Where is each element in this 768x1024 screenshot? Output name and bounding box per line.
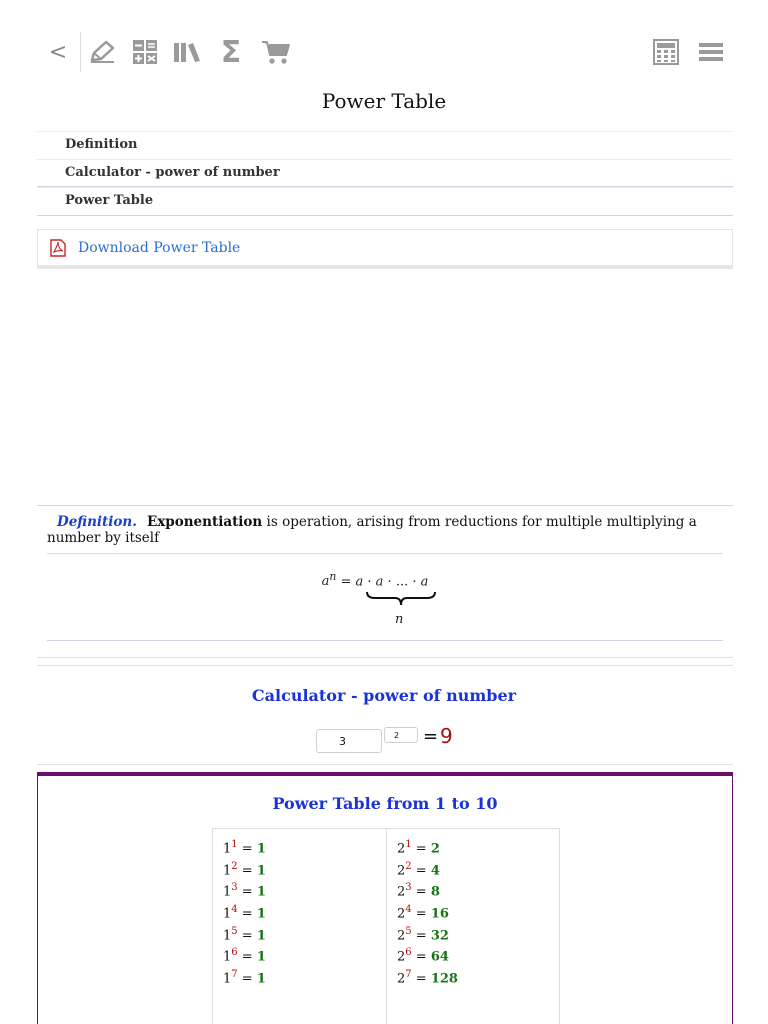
power-value: 1	[256, 971, 266, 987]
power-base: 2	[397, 906, 406, 922]
calculator-result: 9	[440, 724, 453, 748]
power-exponent: 7	[231, 969, 238, 981]
power-equals: =	[411, 949, 431, 965]
pencil-icon[interactable]	[86, 36, 118, 68]
library-icon[interactable]	[172, 36, 204, 68]
table-of-contents	[37, 131, 733, 216]
toolbar	[0, 0, 768, 92]
power-table-row	[223, 926, 386, 948]
power-base: 2	[397, 863, 406, 879]
toc-item-definition[interactable]: Definition	[37, 131, 733, 159]
download-label[interactable]: Download Power Table	[78, 239, 241, 256]
formula-box	[47, 553, 723, 641]
formula-rhs: = a · a · ... · a	[340, 574, 429, 590]
exponent-input[interactable]	[384, 727, 418, 743]
power-value: 1	[256, 928, 266, 944]
power-base: 1	[223, 884, 232, 900]
power-value: 1	[256, 863, 266, 879]
power-value: 1	[256, 884, 266, 900]
power-base: 1	[223, 949, 232, 965]
power-exponent: 5	[231, 925, 238, 937]
power-equals: =	[411, 841, 431, 857]
power-equals: =	[411, 971, 431, 987]
power-exponent: 1	[231, 839, 238, 850]
definition-term: Exponentiation	[146, 514, 263, 530]
toc-item-power-table[interactable]: Power Table	[37, 187, 733, 216]
calculator-grid-icon[interactable]	[650, 36, 682, 68]
cart-icon[interactable]	[260, 36, 292, 68]
power-base: 1	[223, 863, 232, 879]
power-value: 1	[256, 906, 266, 922]
power-value: 64	[430, 949, 449, 965]
power-table-row	[397, 904, 559, 926]
power-base: 2	[397, 971, 406, 987]
power-equals: =	[237, 863, 257, 879]
definition-text	[47, 514, 723, 546]
power-table-column	[213, 829, 386, 1024]
power-table-column	[386, 829, 559, 1024]
power-table-grid	[212, 828, 560, 1024]
divider	[37, 505, 733, 506]
power-exponent: 3	[231, 882, 238, 894]
power-equals: =	[237, 971, 257, 987]
toc-item-calculator[interactable]: Calculator - power of number	[37, 159, 733, 187]
power-base: 1	[223, 906, 232, 922]
power-equals: =	[237, 841, 257, 857]
power-value: 2	[430, 841, 440, 857]
power-equals: =	[237, 949, 257, 965]
power-exponent: 6	[231, 947, 238, 959]
definition-body: is operation, arising from reductions for multiple multiplying a number by itself	[47, 514, 697, 546]
power-table-row	[397, 861, 559, 883]
formula-exponent: n	[329, 570, 337, 583]
power-table	[37, 772, 733, 1024]
calculator-icon[interactable]	[130, 36, 160, 68]
formula-base: a	[321, 574, 330, 590]
divider	[37, 657, 733, 658]
power-base: 2	[397, 928, 406, 944]
power-base: 1	[223, 841, 232, 857]
formula	[47, 570, 723, 589]
equals-sign: =	[423, 726, 439, 747]
power-value: 4	[430, 863, 440, 879]
power-table-row	[223, 904, 386, 926]
power-table-row	[397, 839, 559, 861]
back-icon[interactable]: <	[48, 39, 68, 65]
power-equals: =	[411, 928, 431, 944]
power-value: 16	[430, 906, 449, 922]
power-base: 2	[397, 884, 406, 900]
power-value: 32	[430, 928, 449, 944]
power-exponent: 4	[231, 904, 238, 916]
power-table-row	[223, 839, 386, 861]
pdf-icon	[50, 239, 66, 257]
power-table-title: Power Table from 1 to 10	[272, 794, 498, 813]
power-table-row	[397, 947, 559, 969]
power-table-row	[223, 969, 386, 991]
power-table-row	[397, 882, 559, 904]
power-equals: =	[237, 906, 257, 922]
power-equals: =	[411, 906, 431, 922]
power-value: 8	[430, 884, 440, 900]
power-base: 2	[397, 841, 406, 857]
sigma-icon[interactable]: Σ	[220, 34, 242, 70]
power-base: 1	[223, 928, 232, 944]
divider	[37, 764, 733, 765]
power-table-row	[223, 882, 386, 904]
definition-label: Definition.	[57, 514, 137, 530]
page-title: Power Table	[321, 89, 447, 113]
power-equals: =	[237, 928, 257, 944]
power-exponent: 2	[231, 860, 238, 872]
power-base: 2	[397, 949, 406, 965]
divider	[37, 665, 733, 666]
power-value: 128	[430, 971, 458, 987]
power-base: 1	[223, 971, 232, 987]
underbrace	[365, 590, 437, 608]
power-equals: =	[411, 884, 431, 900]
power-value: 1	[256, 949, 266, 965]
power-exponent: 7	[405, 969, 412, 981]
base-input[interactable]	[316, 729, 382, 753]
calculator-title: Calculator - power of number	[251, 686, 517, 705]
power-table-row	[397, 969, 559, 991]
power-exponent: 1	[405, 839, 412, 850]
power-table-row	[223, 861, 386, 883]
power-equals: =	[411, 863, 431, 879]
underbrace-label: n	[395, 612, 404, 627]
toolbar-divider	[80, 32, 81, 72]
power-equals: =	[237, 884, 257, 900]
power-exponent: 3	[405, 882, 412, 894]
power-exponent: 6	[405, 947, 412, 959]
power-exponent: 4	[405, 904, 412, 916]
download-button[interactable]	[37, 229, 733, 269]
power-table-row	[223, 947, 386, 969]
power-exponent: 2	[405, 860, 412, 872]
menu-icon[interactable]	[696, 36, 726, 68]
power-value: 1	[256, 841, 266, 857]
power-exponent: 5	[405, 925, 412, 937]
power-table-row	[397, 926, 559, 948]
